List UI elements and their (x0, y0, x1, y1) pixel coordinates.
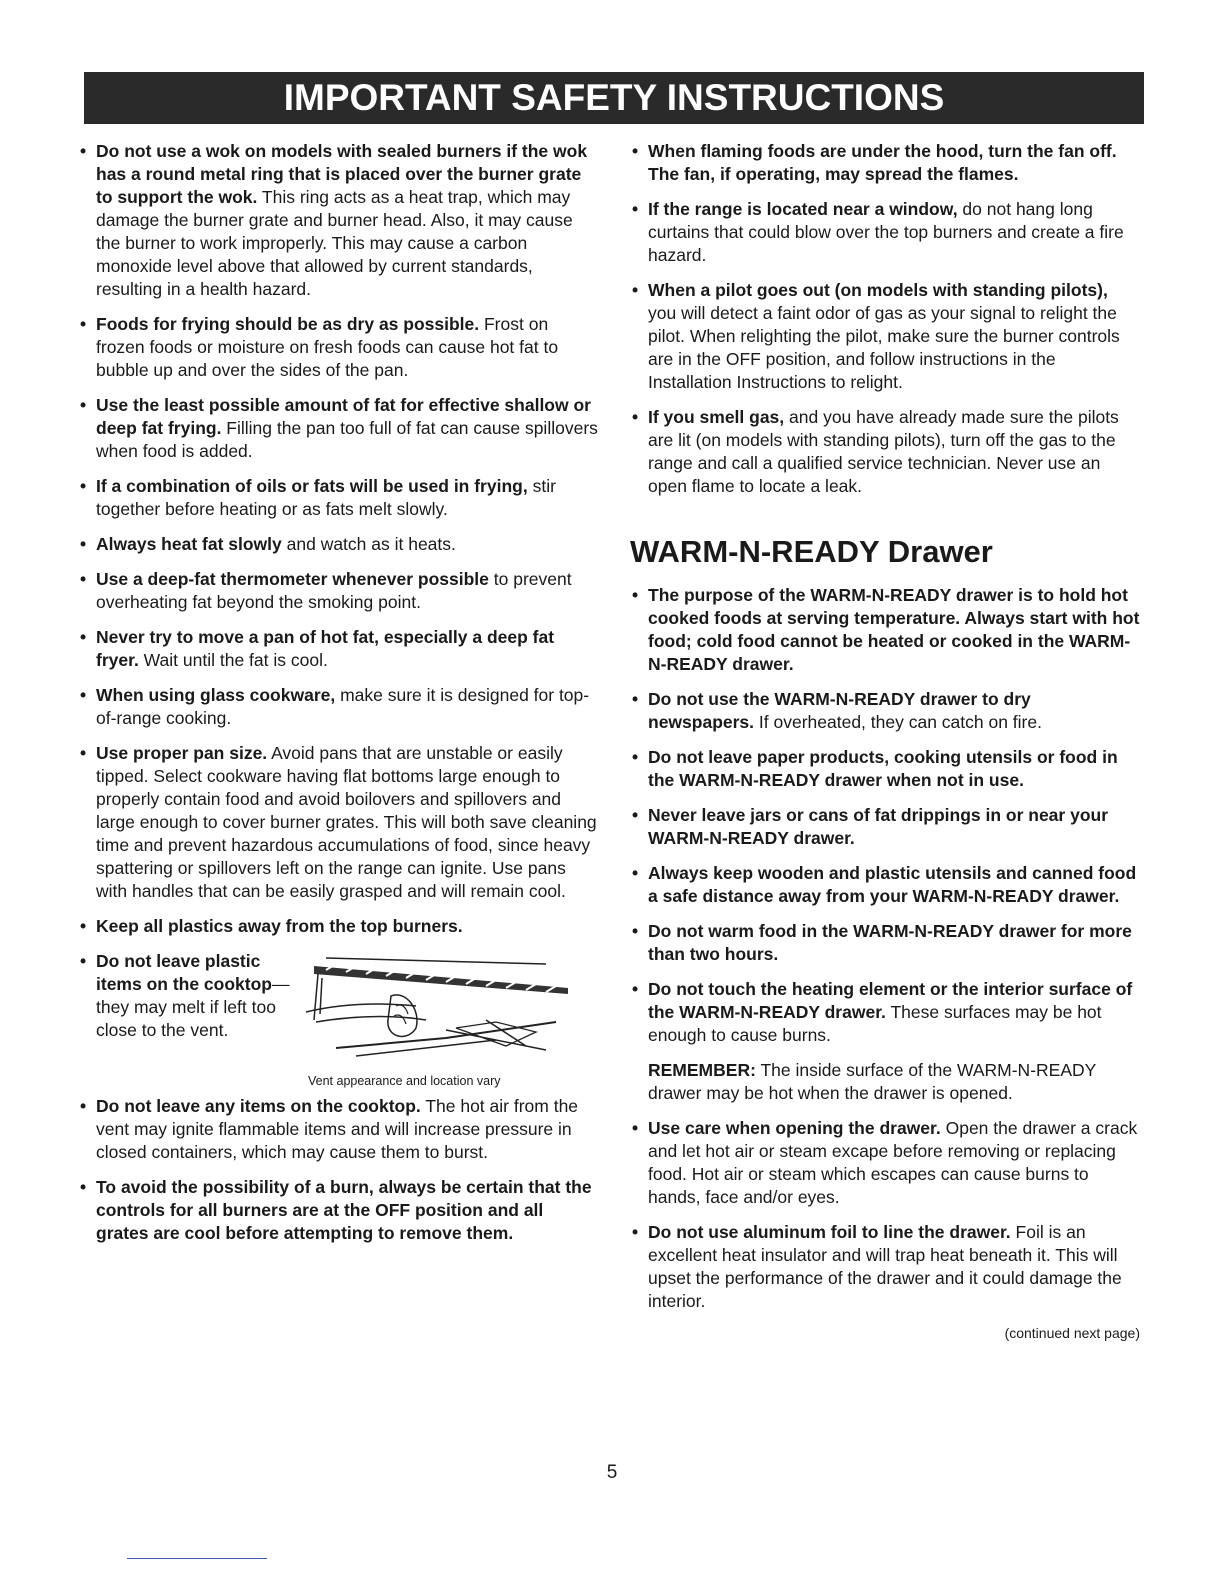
page-title: IMPORTANT SAFETY INSTRUCTIONS (283, 77, 945, 118)
remember-note: REMEMBER: The inside surface of the WARM-N-READY drawer may be hot when the drawer is opened. (648, 1060, 1096, 1103)
list-item: • Use proper pan size. Avoid pans that are unstable or easily tipped. Select cookware having flat bottoms large enough to properly contain food and avoid boilovers and spillovers and large enough to cover burner grates. This will both save cleaning time and prevent hazardous accumulations of food, since heavy spattering or spillovers left on the range can ignite. Use pans with handles that can be easily grasped and will remain cool. (78, 742, 598, 903)
page-number: 5 (606, 1462, 618, 1483)
left-column (78, 140, 598, 1257)
list-item: • Never try to move a pan of hot fat, especially a deep fat fryer. Wait until the fat is cool. (78, 626, 598, 672)
list-item: • When a pilot goes out (on models with standing pilots), you will detect a faint odor of gas as your signal to relight the pilot. When relighting the pilot, make sure the burner controls are in the OFF position, and follow instructions in the Installation Instructions to relight. (630, 279, 1140, 394)
list-item: • Always keep wooden and plastic utensils and canned food a safe distance away from your WARM-N-READY drawer. (630, 862, 1140, 908)
list-item: • When using glass cookware, make sure it is designed for top-of-range cooking. (78, 684, 598, 730)
list-item: • Do not use aluminum foil to line the drawer. Foil is an excellent heat insulator and will trap heat beneath it. This will upset the performance of the drawer and it could damage the interior. (630, 1221, 1140, 1313)
list-item: • Use care when opening the drawer. Open the drawer a crack and let hot air or steam excape before removing or replacing food. Hot air or steam which escapes can cause burns to hands, face and/or eyes. (630, 1117, 1140, 1209)
list-item: • Do not leave paper products, cooking utensils or food in the WARM-N-READY drawer when not in use. (630, 746, 1140, 792)
list-item: • Never leave jars or cans of fat drippings in or near your WARM-N-READY drawer. (630, 804, 1140, 850)
list-item: • Always heat fat slowly and watch as it heats. (78, 533, 598, 556)
list-item: • To avoid the possibility of a burn, always be certain that the controls for all burners are at the OFF position and all grates are cool before attempting to remove them. (78, 1176, 598, 1245)
list-item: • Foods for frying should be as dry as possible. Frost on frozen foods or moisture on fresh foods can cause hot fat to bubble up and over the sides of the pan. (78, 313, 598, 382)
list-item: • Do not leave any items on the cooktop. The hot air from the vent may ignite flammable items and will increase pressure in closed containers, which may cause them to burst. (78, 1095, 598, 1164)
list-item: • Do not leave plastic items on the cooktop—they may melt if left too close to the vent. (78, 950, 306, 1042)
list-item: • Do not warm food in the WARM-N-READY drawer for more than two hours. (630, 920, 1140, 966)
list-item: • When flaming foods are under the hood, turn the fan off. The fan, if operating, may spread the flames. (630, 140, 1140, 186)
continued-note: (continued next page) (1004, 1325, 1140, 1341)
list-item: • Use the least possible amount of fat for effective shallow or deep fat frying. Filling the pan too full of fat can cause spillovers when food is added. (78, 394, 598, 463)
list-item: • If a combination of oils or fats will be used in frying, stir together before heating or as fats melt slowly. (78, 475, 598, 521)
list-item: • If you smell gas, and you have already made sure the pilots are lit (on models with standing pilots), turn off the gas to the range and call a qualified service technician. Never use an open flame to locate a leak. (630, 406, 1140, 498)
list-item: • Do not use the WARM-N-READY drawer to dry newspapers. If overheated, they can catch on fire. (630, 688, 1140, 734)
list-item: • Keep all plastics away from the top burners. (78, 915, 598, 938)
section-heading: WARM-N-READY Drawer (630, 534, 993, 569)
cooktop-vent-illustration (296, 950, 576, 1068)
title-banner (84, 72, 1144, 124)
footer-rule (127, 1558, 267, 1559)
vent-caption: Vent appearance and location vary (308, 1074, 501, 1088)
list-item: • Do not touch the heating element or the interior surface of the WARM-N-READY drawer. These surfaces may be hot enough to cause burns. (630, 978, 1140, 1047)
vent-warning-block (78, 950, 598, 1095)
list-item: • The purpose of the WARM-N-READY drawer is to hold hot cooked foods at serving temperature. Always start with hot food; cold food cannot be heated or cooked in the WARM-N-READY drawer. (630, 584, 1140, 676)
list-item: • Use a deep-fat thermometer whenever possible to prevent overheating fat beyond the smoking point. (78, 568, 598, 614)
list-item: • Do not use a wok on models with sealed burners if the wok has a round metal ring that is placed over the burner grate to support the wok. This ring acts as a heat trap, which may damage the burner grate and burner head. Also, it may cause the burner to work improperly. This may cause a carbon monoxide level above that allowed by current standards, resulting in a health hazard. (78, 140, 598, 301)
right-column (630, 140, 1140, 1341)
list-item: • If the range is located near a window, do not hang long curtains that could blow over the top burners and create a fire hazard. (630, 198, 1140, 267)
